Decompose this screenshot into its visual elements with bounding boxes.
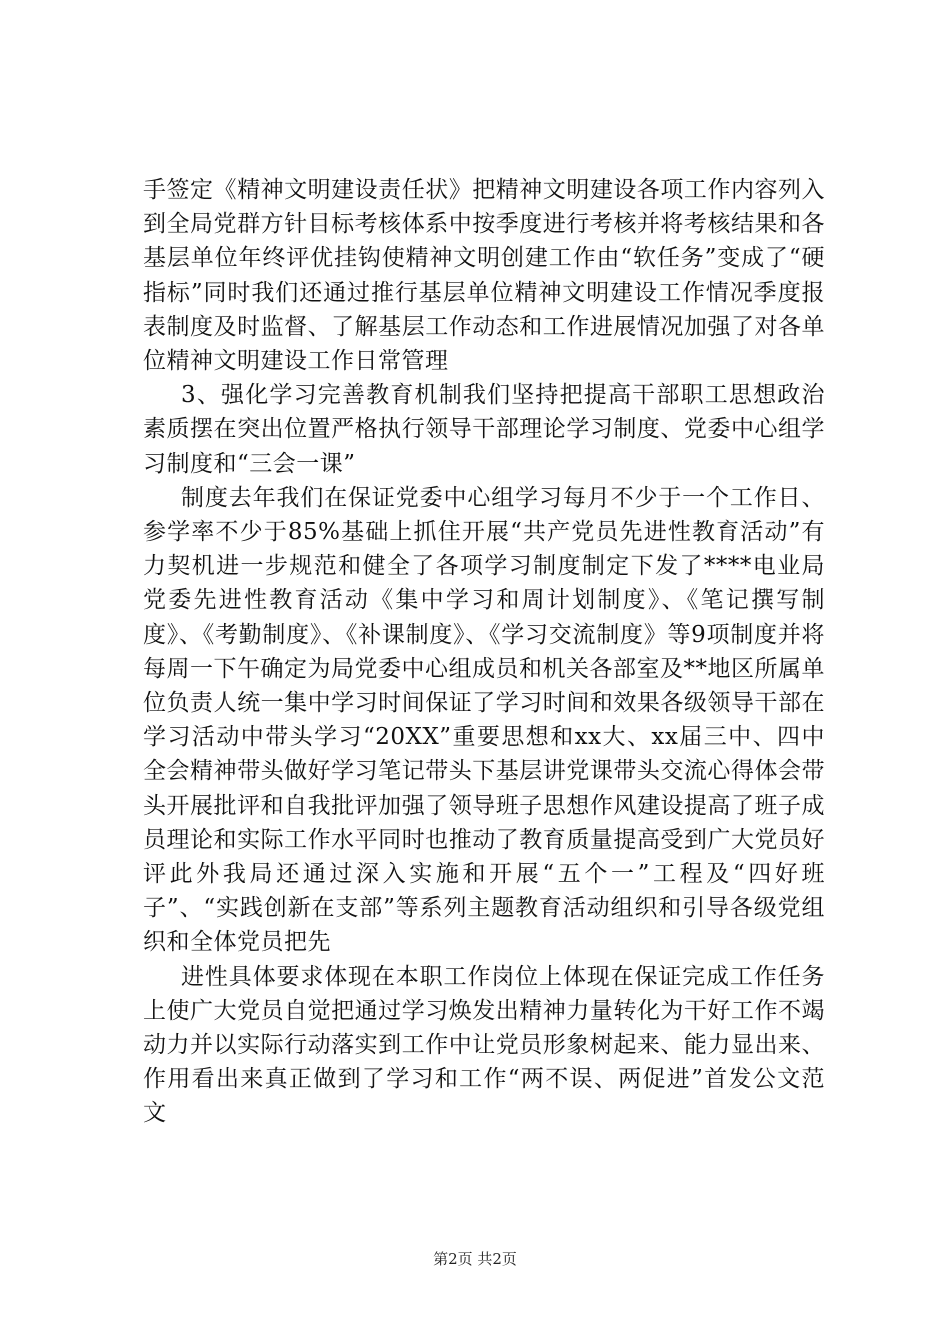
paragraph-4: 进性具体要求体现在本职工作岗位上体现在保证完成工作任务上使广大党员自觉把通过学习焕发出精神力量转化为干好工作不竭动力并以实际行动落实到工作中让党员形象树起来、能力显出来、作用看出来真正做到了学习和工作“两不误、两促进”首发公文范文 (143, 963, 825, 1127)
document-body (143, 173, 825, 1131)
paragraph-2: 3、强化学习完善教育机制我们坚持把提高干部职工思想政治素质摆在突出位置严格执行领导干部理论学习制度、党委中心组学习制度和“三会一课” (143, 382, 825, 477)
page-footer: 第2页 共2页 (433, 1250, 517, 1268)
paragraph-3: 制度去年我们在保证党委中心组学习每月不少于一个工作日、参学率不少于85%基础上抓住开展“共产党员先进性教育活动”有力契机进一步规范和健全了各项学习制度制定下发了****电业局党委先进性教育活动《集中学习和周计划制度》、《笔记撰写制度》、《考勤制度》、《补课制度》、《学习交流制度》等9项制度并将每周一下午确定为局党委中心组成员和机关各部室及**地区所属单位负责人统一集中学习时间保证了学习时间和效果各级领导干部在学习活动中带头学习“20XX”重要思想和xx大、xx届三中、四中全会精神带头做好学习笔记带头下基层讲党课带头交流心得体会带头开展批评和自我批评加强了领导班子思想作风建设提高了班子成员理论和实际工作水平同时也推动了教育质量提高受到广大党员好评此外我局还通过深入实施和开展“五个一”工程及“四好班子”、“实践创新在支部”等系列主题教育活动组织和引导各级党组织和全体党员把先 (143, 484, 825, 956)
paragraph-1: 手签定《精神文明建设责任状》把精神文明建设各项工作内容列入到全局党群方针目标考核体系中按季度进行考核并将考核结果和各基层单位年终评优挂钩使精神文明创建工作由“软任务”变成了“硬指标”同时我们还通过推行基层单位精神文明建设工作情况季度报表制度及时监督、了解基层工作动态和工作进展情况加强了对各单位精神文明建设工作日常管理 (143, 177, 825, 375)
